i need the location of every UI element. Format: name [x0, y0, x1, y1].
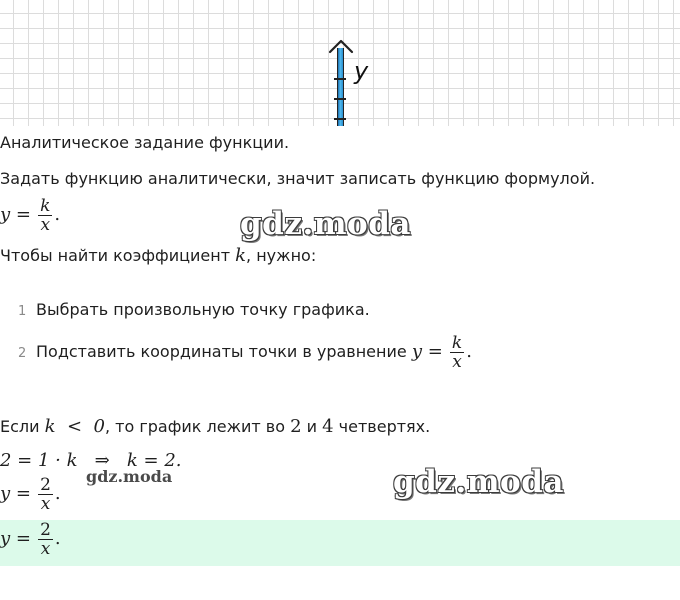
answer-highlight	[0, 520, 680, 566]
quadrant-two: 4	[322, 416, 334, 437]
result-end: .	[54, 483, 61, 504]
y-axis-tick	[334, 118, 346, 120]
find-k-text	[0, 246, 316, 266]
definition-text: Задать функцию аналитически, значит записать функцию формулой.	[0, 169, 596, 188]
list-item-text: Подставить координаты точки в уравнение	[36, 342, 412, 361]
step-formula-end: .	[466, 341, 472, 362]
final-lhs: y =	[0, 528, 31, 549]
condition-prefix: Если	[0, 417, 45, 436]
formula-end: .	[54, 204, 61, 225]
section-heading: Аналитическое задание функции.	[0, 133, 290, 152]
condition-and: и	[301, 417, 323, 436]
calculation-expression: 2 = 1 · k ⇒ k = 2.	[0, 450, 182, 471]
list-item-text: Выбрать произвольную точку графика.	[36, 300, 370, 319]
general-formula	[0, 197, 60, 234]
condition-suffix: четвертях.	[333, 417, 431, 436]
watermark-main: gdz.moda	[240, 206, 411, 242]
y-axis-tick	[334, 78, 346, 80]
y-axis-label: y	[354, 57, 369, 85]
find-k-variable: k	[235, 245, 247, 266]
list-item	[18, 300, 370, 322]
final-denominator: x	[38, 539, 53, 558]
final-end: .	[54, 528, 61, 549]
y-axis-tick	[334, 98, 346, 100]
find-k-prefix: Чтобы найти коэффициент	[0, 246, 236, 265]
result-denominator: x	[38, 494, 53, 513]
condition-text	[0, 417, 430, 437]
condition-mid: , то график лежит во	[104, 417, 291, 436]
step-formula-fraction	[450, 334, 464, 371]
formula-denominator: x	[38, 215, 52, 234]
quadrant-one: 2	[290, 416, 302, 437]
step-formula-numerator: k	[451, 333, 463, 353]
list-number: 2	[18, 346, 27, 361]
watermark-secondary: gdz.moda	[393, 464, 564, 500]
final-answer	[0, 521, 61, 558]
y-axis-arrow-icon	[328, 38, 354, 54]
final-fraction	[38, 521, 53, 558]
result-lhs: y =	[0, 483, 31, 504]
step-formula-denominator: x	[450, 352, 464, 371]
result-fraction	[38, 476, 53, 513]
condition-expression: k < 0	[44, 416, 105, 437]
list-number: 1	[18, 304, 27, 319]
find-k-suffix: , нужно:	[246, 246, 317, 265]
formula-lhs: y =	[0, 204, 31, 225]
result-numerator: 2	[40, 475, 51, 495]
result-formula	[0, 476, 61, 513]
step-formula-lhs: y =	[411, 341, 443, 362]
watermark-small: gdz.moda	[86, 467, 173, 486]
formula-fraction	[38, 197, 52, 234]
formula-numerator: k	[40, 196, 51, 216]
y-axis	[337, 48, 344, 126]
final-numerator: 2	[40, 520, 51, 540]
list-item	[18, 334, 472, 371]
